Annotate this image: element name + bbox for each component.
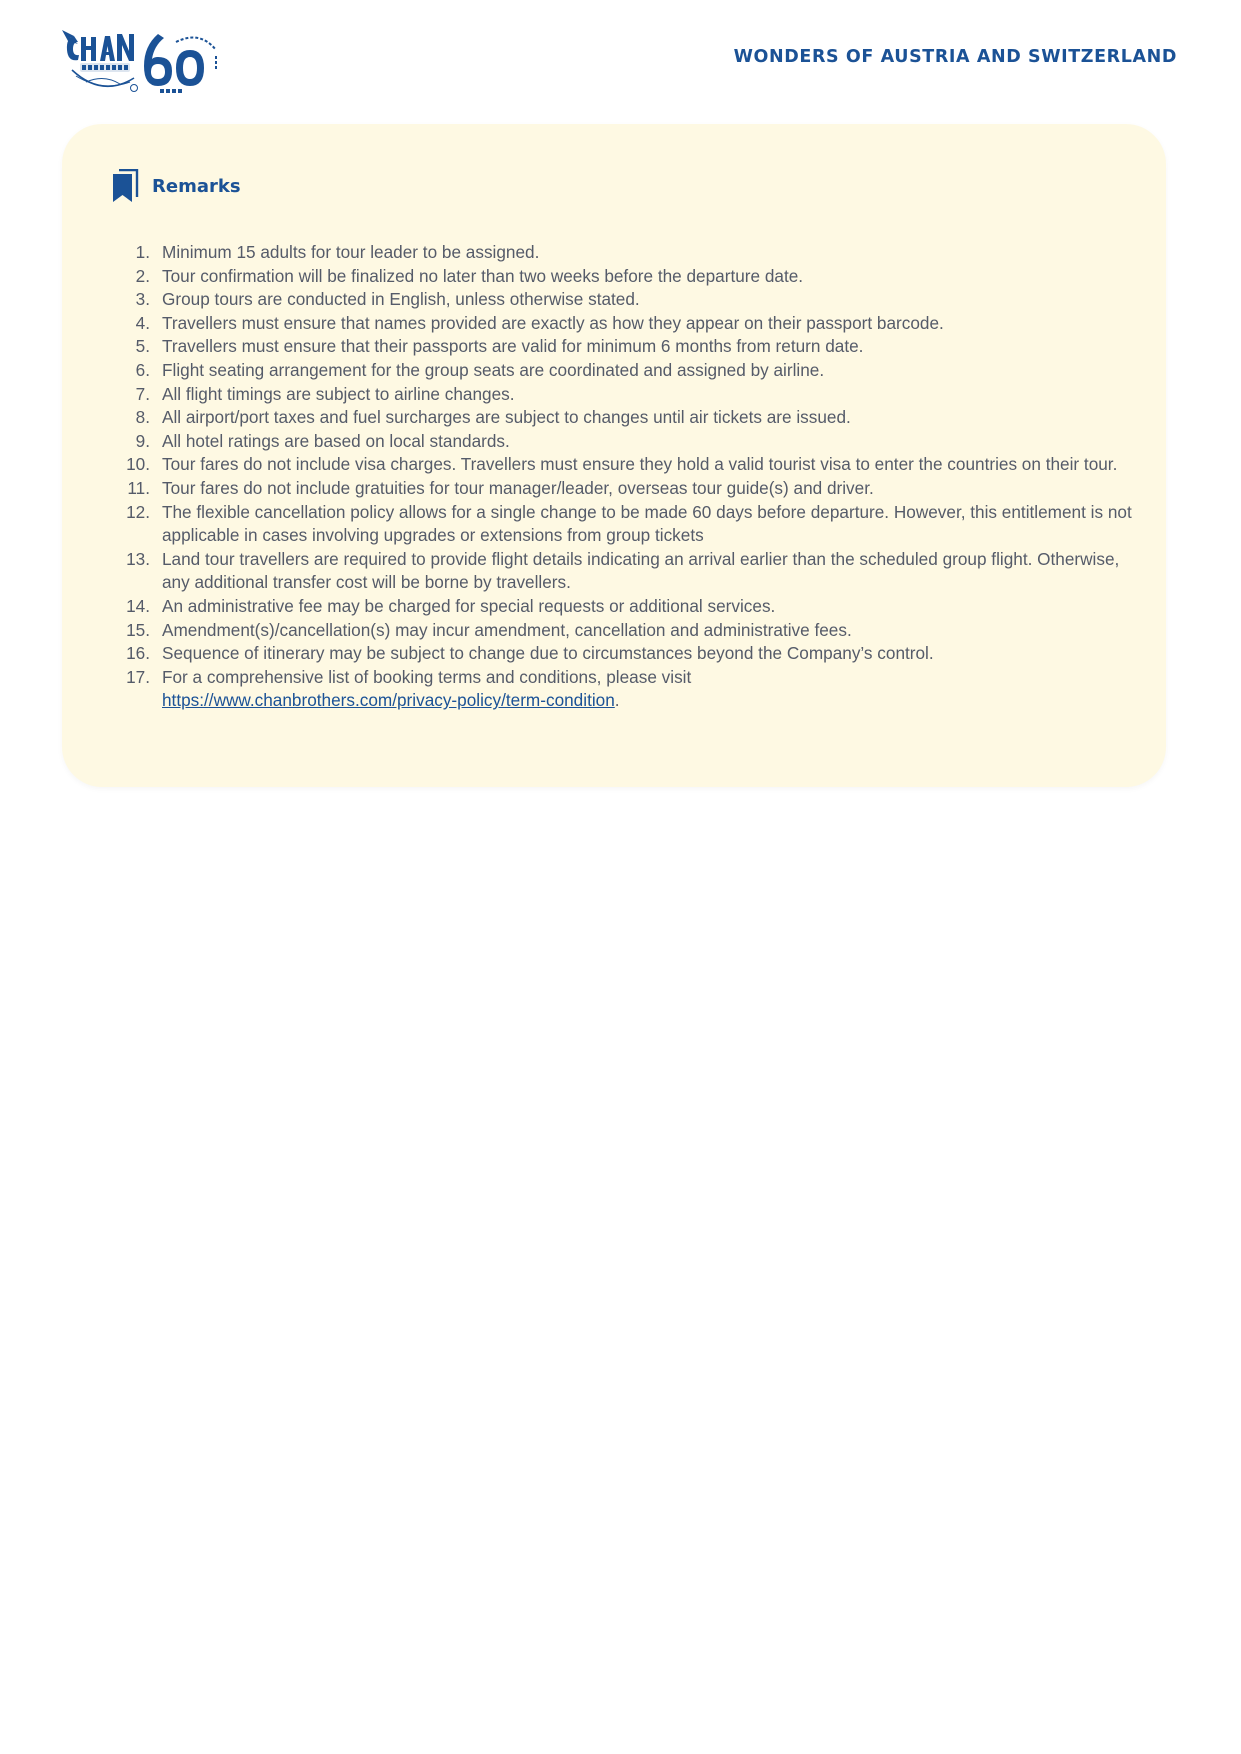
remark-item xyxy=(114,288,1134,312)
remark-text: An administrative fee may be charged for special requests or additional services. xyxy=(162,595,776,616)
page-header xyxy=(0,0,1241,110)
remark-number: 15. xyxy=(126,619,150,640)
remark-number: 11. xyxy=(127,477,150,498)
remark-text: Minimum 15 adults for tour leader to be assigned. xyxy=(162,242,540,262)
remark-item xyxy=(114,312,1134,336)
remark-item xyxy=(114,477,1134,501)
bookmark-icon xyxy=(110,169,140,203)
chan-brothers-60-logo xyxy=(60,26,222,96)
remarks-card xyxy=(62,124,1166,787)
remarks-list xyxy=(114,241,1134,713)
remark-item xyxy=(114,666,1134,713)
remark-text: All flight timings are subject to airline changes. xyxy=(162,383,515,404)
remark-item xyxy=(114,359,1134,383)
remark-number: 12. xyxy=(126,501,150,522)
remark-item xyxy=(114,548,1134,595)
remarks-header xyxy=(110,168,241,204)
remark-item xyxy=(114,406,1134,430)
remark-item xyxy=(114,383,1134,407)
remark-text-lead: For a comprehensive list of booking terms and conditions, please visit xyxy=(162,666,692,687)
remark-text: Tour fares do not include visa charges. Travellers must ensure they hold a valid tourist visa to enter the countries on their tour. xyxy=(162,454,1118,475)
remarks-title: Remarks xyxy=(152,175,241,197)
remark-item xyxy=(114,619,1134,643)
remark-item xyxy=(114,335,1134,359)
remark-text: Sequence of itinerary may be subject to change due to circumstances beyond the Company’s control. xyxy=(162,643,934,664)
remark-text: Travellers must ensure that their passports are valid for minimum 6 months from return date. xyxy=(162,336,864,357)
remark-number: 17. xyxy=(126,666,150,687)
remark-item xyxy=(114,265,1134,289)
remark-item xyxy=(114,430,1134,454)
remark-number: 1. xyxy=(135,242,150,262)
remark-text: Tour fares do not include gratuities for tour manager/leader, overseas tour guide(s) and driver. xyxy=(162,477,874,498)
remark-number: 6. xyxy=(135,359,150,380)
remark-item xyxy=(114,241,1134,265)
remark-number: 13. xyxy=(126,548,150,569)
remark-text: Flight seating arrangement for the group seats are coordinated and assigned by airline. xyxy=(162,359,825,380)
remark-number: 8. xyxy=(135,407,150,428)
remark-text: All airport/port taxes and fuel surcharges are subject to changes until air tickets are issued. xyxy=(162,407,851,428)
remark-text-suffix: . xyxy=(614,690,620,711)
remark-text: The flexible cancellation policy allows for a single change to be made 60 days before departure. However, this entitlement is not applicable in cases involving upgrades or extensions from group tickets xyxy=(162,501,1132,546)
remark-number: 7. xyxy=(135,383,150,404)
remark-text: Group tours are conducted in English, unless otherwise stated. xyxy=(162,289,640,310)
remark-number: 3. xyxy=(135,289,150,310)
remark-item xyxy=(114,453,1134,477)
remark-number: 5. xyxy=(135,336,150,357)
remark-number: 9. xyxy=(135,430,150,451)
remark-text: Amendment(s)/cancellation(s) may incur amendment, cancellation and administrative fees. xyxy=(162,619,852,640)
remark-item xyxy=(114,642,1134,666)
remark-text: Tour confirmation will be finalized no later than two weeks before the departure date. xyxy=(162,265,804,286)
remark-number: 14. xyxy=(126,595,150,616)
remark-number: 2. xyxy=(135,265,150,286)
remark-text: All hotel ratings are based on local standards. xyxy=(162,430,510,451)
remark-item xyxy=(114,501,1134,548)
remark-item xyxy=(114,595,1134,619)
document-title: WONDERS OF AUSTRIA AND SWITZERLAND xyxy=(733,47,1177,67)
remark-text: Travellers must ensure that names provided are exactly as how they appear on their passport barcode. xyxy=(162,312,944,333)
terms-conditions-link[interactable]: https://www.chanbrothers.com/privacy-policy/term-condition xyxy=(162,690,615,711)
remark-number: 10. xyxy=(126,454,150,475)
remark-number: 4. xyxy=(135,312,150,333)
remark-text: Land tour travellers are required to provide flight details indicating an arrival earlier than the scheduled group flight. Otherwise, any additional transfer cost will be borne by travellers. xyxy=(162,548,1120,593)
remark-text xyxy=(162,666,1134,713)
remark-number: 16. xyxy=(126,643,150,664)
